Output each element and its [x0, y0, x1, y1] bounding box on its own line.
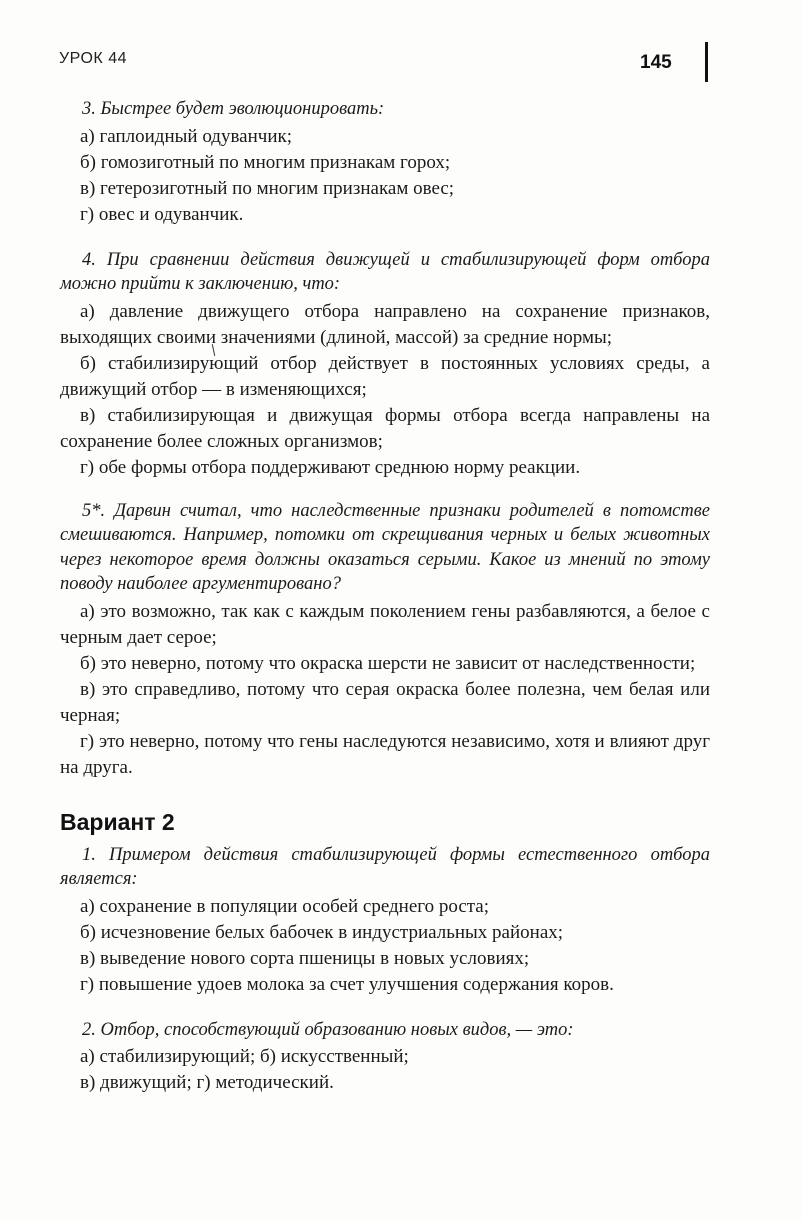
question-block-4 — [60, 248, 710, 481]
option-b: б) это неверно, потому что окраска шерсти не зависит от наследственности; — [80, 652, 696, 674]
option-c: в) это справедливо, потому что серая окраска более полезна, чем белая или черная; — [60, 678, 710, 726]
variant-2-question-block-1 — [60, 843, 710, 998]
running-header-lesson: УРОК 44 — [59, 50, 127, 67]
variant-2-question-2-options — [60, 1044, 710, 1096]
question-block-3 — [60, 97, 710, 228]
option-b: б) исчезновение белых бабочек в индустриальных районах; — [80, 921, 564, 943]
question-5-options — [60, 599, 710, 781]
page-number: 145 — [640, 52, 672, 73]
question-4-text: 4. При сравнении действия движущей и стабилизирующей форм отбора можно прийти к заключению, что: — [60, 249, 710, 294]
option-a: а) гаплоидный одуванчик; — [80, 125, 292, 147]
question-4-options — [60, 299, 710, 481]
option-line-2: в) движущий; г) методический. — [80, 1072, 334, 1093]
option-d: г) овес и одуванчик. — [80, 203, 244, 225]
option-d: г) это неверно, потому что гены наследуются независимо, хотя и влияют друг на друга. — [60, 730, 710, 778]
option-d: г) повышение удоев молока за счет улучшения содержания коров. — [80, 973, 614, 995]
option-c: в) стабилизирующая и движущая формы отбора всегда направлены на сохранение более сложных организмов; — [60, 404, 710, 452]
page-content — [60, 97, 710, 1116]
option-a: а) давление движущего отбора направлено на сохранение признаков, выходящих своими значениями (длиной, массой) за средние нормы; — [60, 300, 710, 348]
header-rule — [705, 42, 708, 82]
option-line-1: а) стабилизирующий; б) искусственный; — [80, 1046, 409, 1067]
option-a: а) сохранение в популяции особей среднего роста; — [80, 895, 490, 917]
option-d: г) обе формы отбора поддерживают среднюю норму реакции. — [80, 456, 581, 478]
question-block-5 — [60, 499, 710, 781]
question-5-text: 5*. Дарвин считал, что наследственные признаки родителей в потомстве смешиваются. Например, потомки от скрещивания черных и белых животных через некоторое время должны оказаться серыми. Какое из мнений по этому поводу наиболее аргументировано? — [60, 500, 710, 594]
option-c: в) гетерозиготный по многим признакам овес; — [80, 177, 455, 199]
variant-2-question-2-text: 2. Отбор, способствующий образованию новых видов, — это: — [82, 1019, 574, 1040]
variant-2-question-1-options — [60, 894, 710, 998]
question-3-text: 3. Быстрее будет эволюционировать: — [82, 99, 385, 119]
option-a: а) это возможно, так как с каждым поколением гены разбавляются, а белое с черным дает серое; — [60, 600, 710, 648]
option-c: в) выведение нового сорта пшеницы в новых условиях; — [80, 947, 530, 969]
option-b: б) гомозиготный по многим признакам горох; — [80, 151, 451, 173]
option-b: б) стабилизирующий отбор действует в постоянных условиях среды, а движущий отбор — в изменяющихся; — [60, 352, 710, 400]
variant-2-heading: Вариант 2 — [60, 808, 175, 835]
question-3-options — [60, 124, 710, 228]
variant-2-question-block-2 — [60, 1018, 710, 1097]
variant-2-question-1-text: 1. Примером действия стабилизирующей формы естественного отбора является: — [60, 844, 710, 889]
